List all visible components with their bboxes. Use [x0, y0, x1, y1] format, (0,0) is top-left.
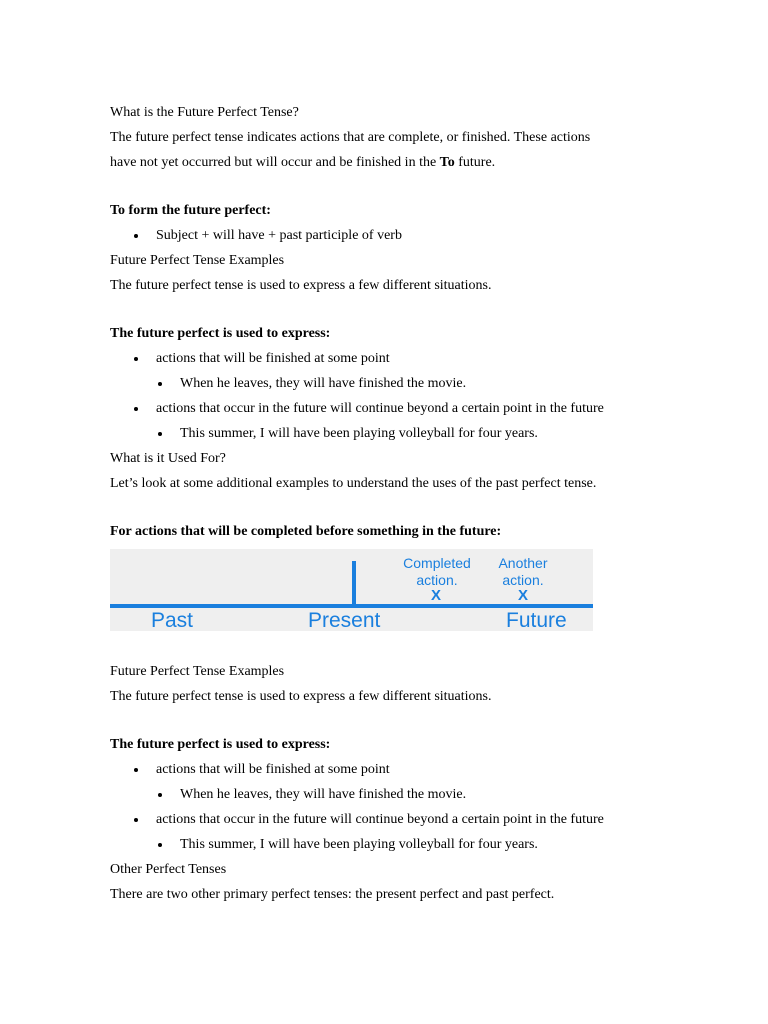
present-label: Present	[308, 609, 381, 632]
timeline-axis	[110, 604, 593, 608]
usage-item-2: actions that occur in the future will continue beyond a certain point in the future	[156, 401, 604, 416]
spacer	[110, 709, 670, 732]
usage-example-2: This summer, I will have been playing volleyball for four years.	[180, 426, 538, 441]
bullet-icon	[158, 793, 162, 797]
completed-actions-heading: For actions that will be completed before something in the future:	[110, 524, 502, 539]
list-item	[110, 371, 670, 396]
list-item	[110, 421, 670, 446]
form-rule: Subject + will have + past participle of verb	[156, 228, 402, 243]
another-action-label	[478, 555, 568, 589]
usage-heading: The future perfect is used to express:	[110, 326, 331, 341]
completed-action-mark: X	[430, 587, 441, 604]
list-item	[110, 757, 670, 782]
another-action-mark: X	[517, 587, 528, 604]
usage-example-1: When he leaves, they will have finished the movie.	[180, 376, 467, 391]
other-tenses-title: Other Perfect Tenses	[110, 862, 227, 877]
bullet-icon	[134, 407, 138, 411]
spacer	[110, 298, 670, 321]
bullet-icon	[158, 843, 162, 847]
used-for-title: What is it Used For?	[110, 451, 226, 466]
examples-intro-2: The future perfect tense is used to express a few different situations.	[110, 689, 492, 704]
past-label: Past	[151, 609, 194, 632]
spacer	[110, 175, 670, 198]
timeline-diagram	[110, 549, 593, 631]
list-item	[110, 807, 670, 832]
definition-bold-word: To	[439, 155, 455, 170]
usage-heading-2: The future perfect is used to express:	[110, 737, 331, 752]
bullet-icon	[134, 768, 138, 772]
spacer	[110, 631, 670, 659]
usage-item-1: actions that will be finished at some point	[156, 351, 390, 366]
present-marker	[352, 561, 356, 607]
another-label-line-1: Another	[498, 555, 548, 571]
definition-line-2-end: future.	[454, 155, 496, 170]
future-label: Future	[506, 609, 567, 632]
definition-line-2-text: have not yet occurred but will occur and be finished in the	[110, 155, 440, 170]
bullet-icon	[158, 432, 162, 436]
usage-item-2b: actions that occur in the future will continue beyond a certain point in the future	[156, 812, 604, 827]
bullet-icon	[158, 382, 162, 386]
bullet-icon	[134, 818, 138, 822]
completed-label-line-1: Completed	[403, 555, 471, 571]
bullet-icon	[134, 357, 138, 361]
another-label-line-2: action.	[502, 572, 544, 588]
other-tenses-text: There are two other primary perfect tenses: the present perfect and past perfect.	[110, 887, 555, 902]
future-perfect-heading: What is the Future Perfect Tense?	[110, 105, 299, 120]
examples-title: Future Perfect Tense Examples	[110, 253, 285, 268]
spacer	[110, 496, 670, 519]
bullet-icon	[134, 234, 138, 238]
definition-line-2	[110, 150, 670, 175]
usage-item-1b: actions that will be finished at some point	[156, 762, 390, 777]
list-item	[110, 396, 670, 421]
examples-intro: The future perfect tense is used to express a few different situations.	[110, 278, 492, 293]
list-item	[110, 346, 670, 371]
usage-example-2b: This summer, I will have been playing volleyball for four years.	[180, 837, 538, 852]
usage-example-1b: When he leaves, they will have finished the movie.	[180, 787, 467, 802]
completed-action-label	[392, 555, 482, 589]
list-item	[110, 832, 670, 857]
form-heading: To form the future perfect:	[110, 203, 271, 218]
list-item	[110, 782, 670, 807]
used-for-intro: Let’s look at some additional examples to understand the uses of the past perfect tense.	[110, 476, 597, 491]
list-item	[110, 223, 670, 248]
completed-label-line-2: action.	[416, 572, 458, 588]
document-body	[110, 100, 670, 907]
examples-title-2: Future Perfect Tense Examples	[110, 664, 285, 679]
definition-line-1: The future perfect tense indicates actions that are complete, or finished. These actions	[110, 130, 591, 145]
